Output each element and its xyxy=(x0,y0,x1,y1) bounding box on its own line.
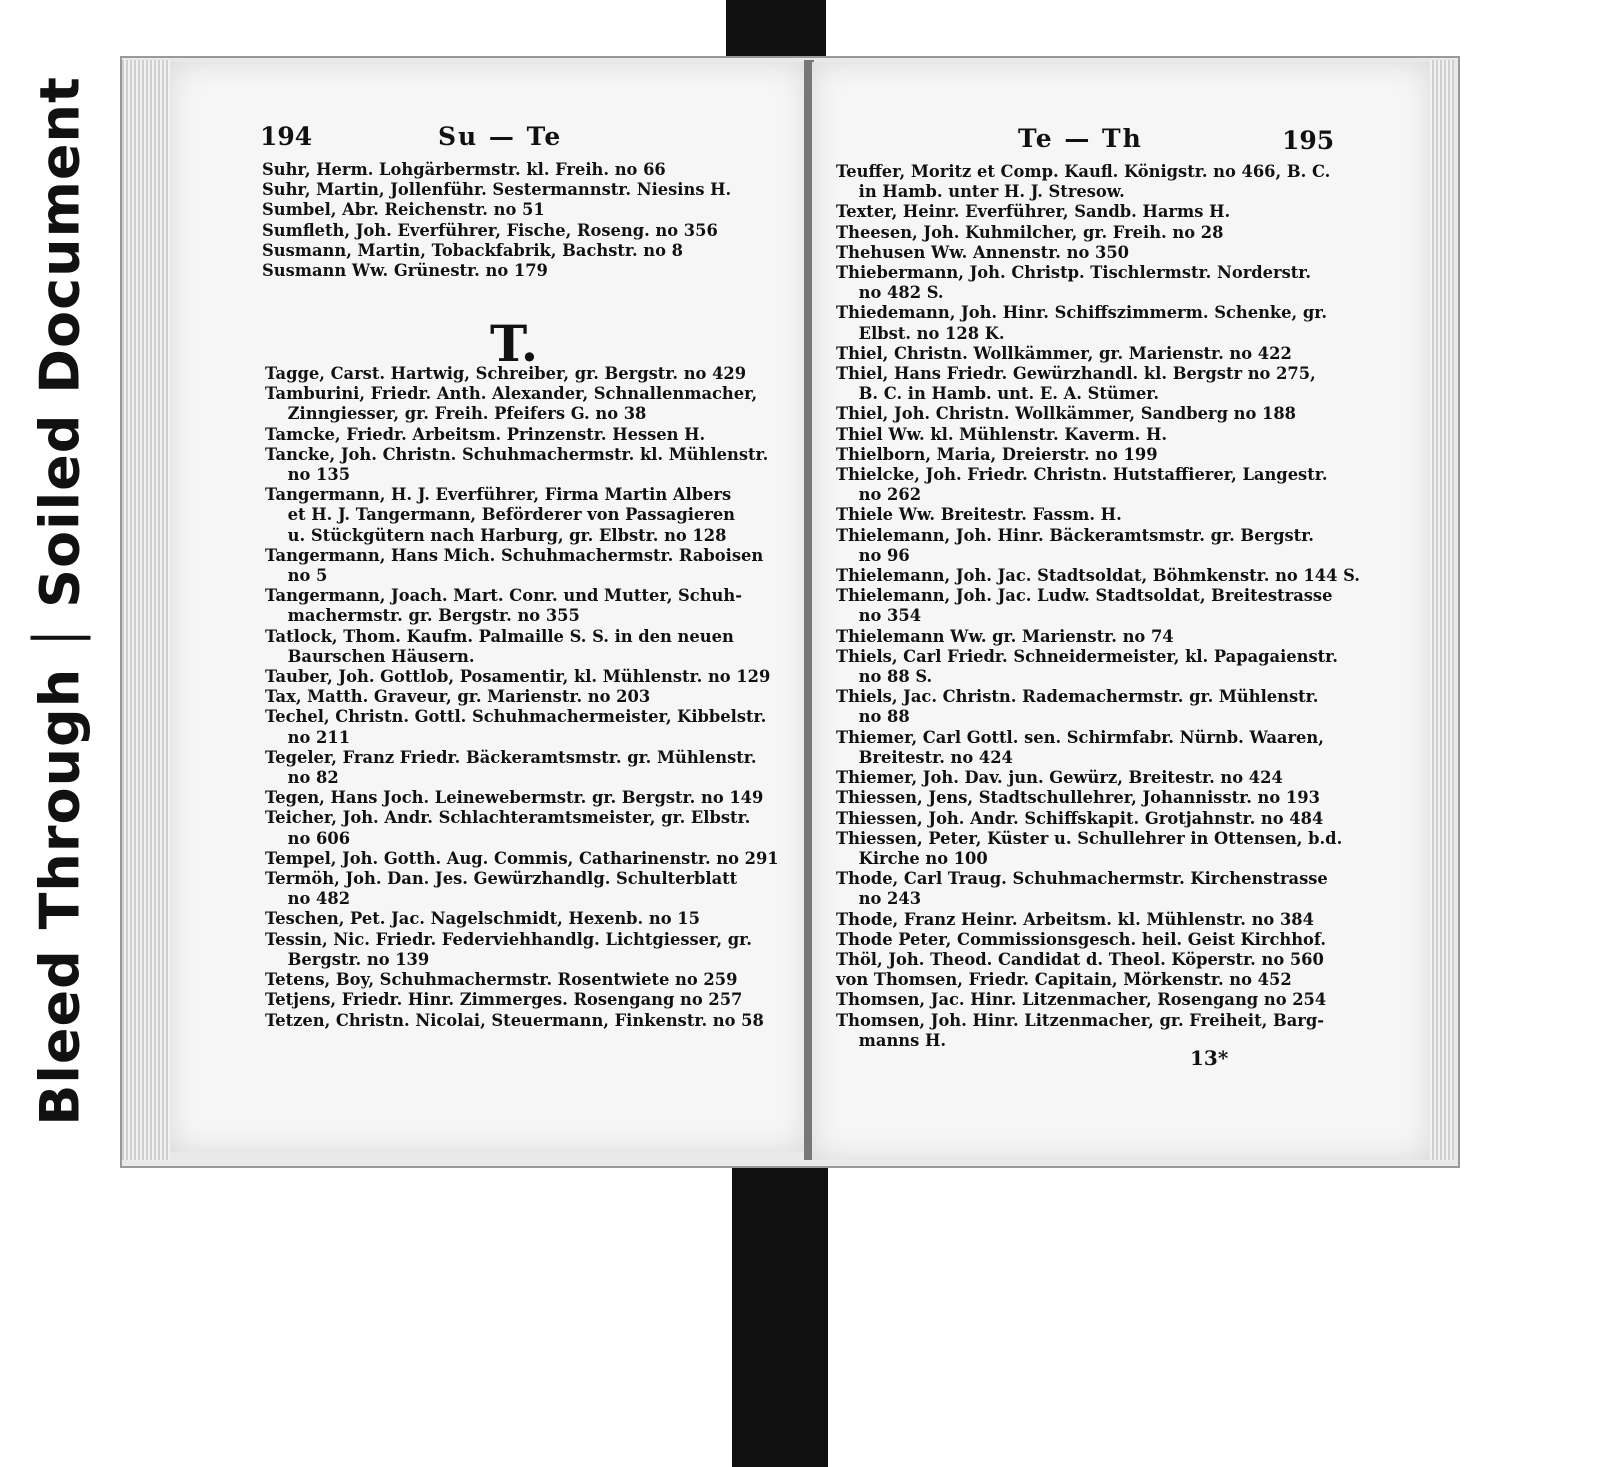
directory-entry: Thiel, Hans Friedr. Gewürzhandl. kl. Bergstr no 275, xyxy=(836,364,1316,384)
directory-entry: Thiel, Joh. Christn. Wollkämmer, Sandberg no 188 xyxy=(836,404,1296,424)
directory-entry: no 211 xyxy=(265,727,351,747)
directory-entry: Tangermann, H. J. Everführer, Firma Martin Albers xyxy=(265,485,732,505)
directory-entry: Thiessen, Peter, Küster u. Schullehrer in Ottensen, b.d. xyxy=(836,828,1343,848)
directory-entry: no 482 S. xyxy=(836,283,944,303)
directory-entry: Theesen, Joh. Kuhmilcher, gr. Freih. no 28 xyxy=(836,222,1224,242)
directory-entry: Tessin, Nic. Friedr. Federviehhandlg. Lichtgiesser, gr. xyxy=(265,929,752,949)
spine-top xyxy=(726,0,826,60)
left-entries xyxy=(265,364,779,1031)
right-page-number: 195 xyxy=(1282,126,1335,155)
directory-entry: Thiedemann, Joh. Hinr. Schiffszimmerm. Schenke, gr. xyxy=(836,303,1328,323)
directory-entry: Thielemann, Joh. Jac. Ludw. Stadtsoldat, Breitestrasse xyxy=(836,586,1333,606)
directory-entry: Thielemann, Joh. Jac. Stadtsoldat, Böhmkenstr. no 144 S. xyxy=(836,566,1360,586)
directory-entry: manns H. xyxy=(836,1030,947,1050)
directory-entry: no 96 xyxy=(836,545,910,565)
directory-entry: Suhr, Herm. Lohgärbermstr. kl. Freih. no 66 xyxy=(262,160,666,179)
section-letter: T. xyxy=(490,314,539,373)
directory-entry: u. Stückgütern nach Harburg, gr. Elbstr. no 128 xyxy=(265,525,727,545)
directory-entry: Thomsen, Joh. Hinr. Litzenmacher, gr. Freiheit, Barg- xyxy=(836,1010,1324,1030)
directory-entry: Zinngiesser, gr. Freih. Pfeifers G. no 38 xyxy=(265,404,647,424)
directory-entry: et H. J. Tangermann, Beförderer von Passagieren xyxy=(265,505,736,525)
spine-bottom xyxy=(732,1160,828,1467)
directory-entry: Teicher, Joh. Andr. Schlachteramtsmeister, gr. Elbstr. xyxy=(265,808,751,828)
directory-entry: Tegeler, Franz Friedr. Bäckeramtsmstr. gr. Mühlenstr. xyxy=(265,747,757,767)
directory-entry: Thiessen, Joh. Andr. Schiffskapit. Grotjahnstr. no 484 xyxy=(836,808,1324,828)
document-label xyxy=(29,76,92,1126)
directory-entry: Bergstr. no 139 xyxy=(265,949,430,969)
directory-entry: no 88 xyxy=(836,707,910,727)
directory-entry: no 5 xyxy=(265,566,328,586)
directory-entry: Thielemann, Joh. Hinr. Bäckeramtsmstr. gr. Bergstr. xyxy=(836,525,1314,545)
directory-entry: Tamcke, Friedr. Arbeitsm. Prinzenstr. Hessen H. xyxy=(265,424,706,444)
directory-entry: Thode Peter, Commissionsgesch. heil. Geist Kirchhof. xyxy=(836,929,1326,949)
directory-entry: Suhr, Martin, Jollenführ. Sestermannstr. Niesins H. xyxy=(262,180,732,200)
page-edges-right xyxy=(1430,60,1454,1160)
right-entries xyxy=(836,162,1360,1051)
right-page xyxy=(812,62,1430,1160)
directory-entry: Tegen, Hans Joch. Leineweberm͏str. gr. Bergstr. no 149 xyxy=(265,788,764,808)
directory-entry: Teuffer, Moritz et Comp. Kaufl. Königstr. no 466, B. C. xyxy=(836,162,1331,181)
directory-entry: Teschen, Pet. Jac. Nagelschmidt, Hexenb. no 15 xyxy=(265,909,700,929)
directory-entry: Thiessen, Jens, Stadtschullehrer, Johannisstr. no 193 xyxy=(836,788,1320,808)
document-label-tab xyxy=(18,76,102,1126)
directory-entry: Thode, Franz Heinr. Arbeitsm. kl. Mühlenstr. no 384 xyxy=(836,909,1314,929)
directory-entry: Thöl, Joh. Theod. Candidat d. Theol. Köperstr. no 560 xyxy=(836,949,1324,969)
directory-entry: Tamburini, Friedr. Anth. Alexander, Schnallenmacher, xyxy=(265,384,758,404)
directory-entry: in Hamb. unter H. J. Stresow. xyxy=(836,182,1125,202)
directory-entry: Thielborn, Maria, Dreierstr. no 199 xyxy=(836,444,1158,464)
left-entries-top xyxy=(262,160,731,281)
directory-entry: no 262 xyxy=(836,485,922,505)
directory-entry: Thielcke, Joh. Friedr. Christn. Hutstaffierer, Langestr. xyxy=(836,465,1328,485)
directory-entry: no 354 xyxy=(836,606,922,626)
directory-entry: Thiebermann, Joh. Christp. Tischlermstr. Norderstr. xyxy=(836,263,1312,283)
directory-entry: Techel, Christn. Gottl. Schuhmachermeister, Kibbelstr. xyxy=(265,707,767,727)
directory-entry: Thiels, Jac. Christn. Rademachermstr. gr. Mühlenstr. xyxy=(836,687,1319,707)
directory-entry: Thehusen Ww. Annenstr. no 350 xyxy=(836,242,1129,262)
label-separator xyxy=(30,636,90,640)
signature-mark: 13* xyxy=(1190,1046,1229,1070)
directory-entry: Tauber, Joh. Gottlob, Posamentir, kl. Mühlenstr. no 129 xyxy=(265,667,771,687)
directory-entry: Tempel, Joh. Gotth. Aug. Commis, Catharinenstr. no 291 xyxy=(265,848,779,868)
directory-entry: no 606 xyxy=(265,828,351,848)
directory-entry: Thiel Ww. kl. Mühlenstr. Kaverm. H. xyxy=(836,424,1168,444)
directory-entry: Termöh, Joh. Dan. Jes. Gewürzhandlg. Schulterblatt xyxy=(265,869,738,889)
directory-entry: von Thomsen, Friedr. Capitain, Mörkenstr. no 452 xyxy=(836,970,1292,990)
directory-entry: Thiele Ww. Breitestr. Fassm. H. xyxy=(836,505,1122,525)
directory-entry: B. C. in Hamb. unt. E. A. Stümer. xyxy=(836,384,1160,404)
directory-entry: Elbst. no 128 K. xyxy=(836,323,1005,343)
directory-entry: Texter, Heinr. Everführer, Sandb. Harms H. xyxy=(836,202,1231,222)
directory-entry: no 135 xyxy=(265,465,351,485)
directory-entry: no 243 xyxy=(836,889,922,909)
directory-entry: Tetens, Boy, Schuhmachermstr. Rosentwiete no 259 xyxy=(265,970,738,990)
directory-entry: Tangermann, Hans Mich. Schuhmachermstr. Raboisen xyxy=(265,545,764,565)
directory-entry: Tetzen, Christn. Nicolai, Steuermann, Finkenstr. no 58 xyxy=(265,1010,764,1030)
left-page xyxy=(170,62,806,1152)
right-running-head: Te — Th xyxy=(1018,124,1143,153)
directory-entry: Breitestr. no 424 xyxy=(836,747,1013,767)
directory-entry: Kirche no 100 xyxy=(836,848,988,868)
directory-entry: Susmann, Martin, Tobackfabrik, Bachstr. no 8 xyxy=(262,240,683,260)
directory-entry: Thiel, Christn. Wollkämmer, gr. Marienstr. no 422 xyxy=(836,343,1292,363)
directory-entry: no 88 S. xyxy=(836,667,933,687)
directory-entry: no 482 xyxy=(265,889,351,909)
directory-entry: Thiemer, Carl Gottl. sen. Schirmfabr. Nürnb. Waaren, xyxy=(836,727,1324,747)
page-edges-left xyxy=(122,60,170,1160)
left-running-head: Su — Te xyxy=(438,122,563,151)
directory-entry: Susmann Ww. Grünestr. no 179 xyxy=(262,261,548,281)
label-soiled-document: Soiled Document xyxy=(28,76,92,608)
directory-entry: Thode, Carl Traug. Schuhmachermstr. Kirchenstrasse xyxy=(836,869,1328,889)
directory-entry: Sumbel, Abr. Reichenstr. no 51 xyxy=(262,200,545,220)
directory-entry: Thielemann Ww. gr. Marienstr. no 74 xyxy=(836,626,1174,646)
directory-entry: Thiemer, Joh. Dav. jun. Gewürz, Breitestr. no 424 xyxy=(836,768,1283,788)
directory-entry: Tagge, Carst. Hartwig, Schreiber, gr. Bergstr. no 429 xyxy=(265,364,747,383)
directory-entry: machermstr. gr. Bergstr. no 355 xyxy=(265,606,580,626)
directory-entry: no 82 xyxy=(265,768,339,788)
directory-entry: Tangermann, Joach. Mart. Conr. und Mutter, Schuh- xyxy=(265,586,742,606)
directory-entry: Tetjens, Friedr. Hinr. Zimmerges. Rosengang no 257 xyxy=(265,990,743,1010)
label-bleed-through: Bleed Through xyxy=(28,667,92,1126)
directory-entry: Tancke, Joh. Christn. Schuhmachermstr. kl. Mühlenstr. xyxy=(265,444,769,464)
directory-entry: Thiels, Carl Friedr. Schneidermeister, kl. Papagaienstr. xyxy=(836,646,1338,666)
directory-entry: Tatlock, Thom. Kaufm. Palmaille S. S. in den neuen xyxy=(265,626,734,646)
directory-entry: Thomsen, Jac. Hinr. Litzenmacher, Rosengang no 254 xyxy=(836,990,1327,1010)
directory-entry: Tax, Matth. Graveur, gr. Marienstr. no 203 xyxy=(265,687,651,707)
left-page-number: 194 xyxy=(260,122,313,151)
directory-entry: Baurschen Häusern. xyxy=(265,646,475,666)
directory-entry: Sumfleth, Joh. Everführer, Fische, Roseng. no 356 xyxy=(262,220,718,240)
